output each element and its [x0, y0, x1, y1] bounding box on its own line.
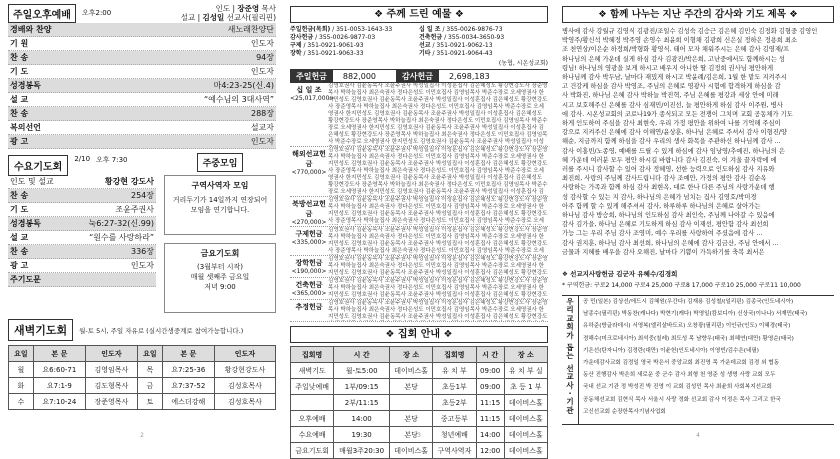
table-cell: 김성호목사	[214, 378, 275, 394]
offering-row	[290, 256, 548, 278]
offering-names: 김영호권사 김윤동목사 조윤주권사 박성일집사 이성훈집사 김은혜성도 황강현강도사 장준영목사 박하늘집사 최은숙권사 정다은성도 이민호집사 김영임목사 박준수장로 오세영권사 한지민성도 김영호권사 김윤동목사 조윤주권사 박성일집사 이성훈집사 김은혜성도 황강현강도사 장준영목사 박하늘집사 최은숙권사 정다은성도 이민호집사 김영임목사 박준수장로 오세	[328, 197, 548, 224]
offering-row	[290, 300, 548, 322]
offering-row	[290, 147, 548, 197]
prayer-line: 금물과 지혜를 배우을 감사 오해진, 날마다 기쁨이 가득하기를 축복 최서은	[562, 248, 765, 256]
order-value: 254장	[131, 191, 154, 200]
wed-order-row	[8, 273, 156, 287]
order-value: 336장	[131, 247, 154, 256]
table-cell: 수요예배	[291, 427, 334, 443]
table-cell: 본당	[389, 379, 432, 395]
table-cell: 데이비스홀	[504, 411, 547, 427]
table-cell: 14:00	[334, 411, 390, 427]
table-header: 집회명	[291, 347, 334, 363]
thanks-offering-amount: 2,698,183	[448, 71, 490, 81]
meeting-title: ❖ 집회 안내 ❖	[290, 326, 548, 343]
account-row	[419, 26, 548, 34]
table-cell: 요7:37-52	[162, 378, 214, 394]
account-name: 기타	[419, 50, 431, 57]
table-cell: 중고등부	[433, 411, 476, 427]
offering-title: ❖ 주께 드린 예물 ❖	[290, 6, 548, 23]
wed-order-row	[8, 203, 156, 217]
table-cell	[291, 395, 334, 411]
order-value: 인도자	[130, 261, 154, 270]
mission-offering-title: ❖ 선교지사랑헌금 김군자 유혜수/김경희	[562, 270, 678, 278]
table-row	[9, 378, 276, 394]
prayer-line: 에 감사. 시온성교회의 코로나19가 종식되고 모든 전쟁이 그치며 교회 공동체가 기도	[562, 110, 793, 118]
prayer-line: 하나님께 감사 박두남, 날마다 재밌게 하시고 박윤례/김은희, 1월 한 맡도 지켜주시	[562, 74, 787, 82]
table-cell: 수	[9, 394, 34, 410]
offering-name: 장학헌금	[295, 259, 323, 267]
account-number: / 351-0921-9062-13	[430, 42, 493, 49]
order-value: 마4:23-25(신.4)	[213, 81, 274, 90]
table-cell: 월-토5:00	[334, 363, 390, 379]
table-cell: 요6:60-71	[33, 362, 85, 378]
prayer-line: 아주 함께 할 수 있게 해주셔서 감사, 하루하루 하나님의 은혜로 살아가는	[562, 202, 761, 210]
sunday-service-leaders: 인도 | 장준영 목사 설교 | 김성일 선교사(필리핀)	[180, 4, 276, 22]
sunday-offering-label: 주일헌금	[290, 70, 333, 83]
offering-label	[290, 300, 328, 321]
order-item: 성경봉독	[10, 81, 41, 90]
sunday-order-row	[8, 93, 276, 107]
table-header: 시 간	[334, 347, 390, 363]
table-cell: 데이비스홀	[389, 363, 432, 379]
table-header: 장 소	[504, 347, 547, 363]
sunday-order-list	[8, 23, 276, 149]
missionary-side-label	[562, 296, 579, 424]
order-value: 인도자	[250, 137, 274, 146]
wed-order-row	[8, 189, 156, 203]
sunday-order-row	[8, 23, 276, 37]
wed-order-row	[8, 231, 156, 245]
bulletin-page-3	[290, 6, 548, 455]
account-name: 건축헌금	[419, 34, 443, 41]
wed-order-row	[8, 259, 156, 273]
wed-order-row	[8, 217, 156, 231]
table-cell: 청년예배	[433, 427, 476, 443]
order-item: 기 도	[10, 205, 29, 214]
table-header: 집회명	[433, 347, 476, 363]
order-item: 설 교	[10, 233, 29, 242]
account-row	[290, 50, 419, 58]
side-char: 교	[566, 313, 574, 323]
order-item: 기 원	[10, 39, 29, 48]
friday-line-1: (3월부터 시작)	[197, 263, 243, 271]
account-number: / 351-0921-9064-43	[430, 50, 493, 57]
youth-desc: 거리두기가 14일까지 연장되어 모임을 연기합니다.	[172, 196, 268, 214]
prayer-line: 박영주/황신석 박혜정 박주영 손영수 최윤희 이형채 김광희 신은실 정하은 정용희 최소	[562, 37, 798, 45]
sunday-order-row	[8, 51, 276, 65]
table-cell: 초등2부	[433, 395, 476, 411]
prayer-line: 최진희, 사랑의 주님께 감사드립니다 감사 조예안, 가정의 평안 감사 김순옥	[562, 175, 767, 183]
prayer-line: 감사 권지훈, 하나님 감사 최선희, 하나님의 은혜에 감사 김금산, 주님 안에서 ...	[562, 239, 779, 247]
prayer-text	[562, 27, 834, 265]
order-item: 복의선언	[10, 123, 41, 132]
account-list	[290, 26, 548, 58]
order-item: 찬 송	[10, 53, 29, 62]
order-value: 설교자	[250, 123, 274, 132]
wed-date: 2/10	[74, 155, 91, 163]
offering-total: <270,000>	[291, 219, 327, 226]
account-number: / 351-0921-9061-93	[301, 42, 364, 49]
missionary-line: 공동체선교회 김현식 목사 서울시 사랑 정화 선교회 감사 이정은 목사 그리고 한국	[583, 396, 781, 403]
account-number: / 351-0921-9063-33	[301, 50, 364, 57]
youth-name: 구역사역자 모임	[191, 181, 249, 190]
sunday-order-row	[8, 135, 276, 149]
side-char: 돕	[566, 343, 574, 353]
table-cell: 월	[9, 362, 34, 378]
wed-time: 오후 7:30	[96, 156, 128, 164]
offering-total: <335,000>	[291, 239, 327, 246]
table-cell: 2부/11:15	[334, 395, 390, 411]
account-row	[290, 42, 419, 50]
table-cell: 본당	[389, 427, 432, 443]
account-name: 십 일 조	[419, 26, 441, 33]
prayer-title: ❖ 함께 나누는 지난 주간의 감사와 기도 제목 ❖	[562, 6, 834, 23]
table-cell: 데이비스홀	[504, 443, 547, 459]
offering-row	[290, 83, 548, 147]
order-value: “예수님의 3대사역”	[203, 95, 274, 104]
table-cell: 목	[137, 362, 162, 378]
account-number: / 355-0026-9876-73	[440, 26, 503, 33]
prayer-line: 가능 그는 우리 주님 감사 조영미, 예수 우리를 사랑하여 주셨음에 감사 ...	[562, 230, 763, 238]
wed-order	[8, 175, 156, 313]
friday-line-2: 매월 셋째주 금요일	[190, 273, 250, 281]
table-cell: 09:00	[476, 363, 504, 379]
table-row	[9, 362, 276, 378]
side-char: 가	[566, 330, 574, 340]
prayer-line: 성 감사할 수 있는 지 감사, 하나님의 은혜가 넘치는 집사 김영호/박미경	[562, 193, 757, 201]
account-row	[419, 42, 548, 50]
account-row	[419, 50, 548, 58]
missionary-line: 남종수(필리핀) 박동찬(캐나다) 박현기(캐다) 박영일(캄보디아) 신상국(이나나) 서재민(태국)	[583, 311, 808, 318]
wed-title: 수요기도회	[8, 155, 68, 176]
offering-label	[290, 278, 328, 299]
table-cell: 초 등 1 부	[504, 379, 547, 395]
sunday-order-row	[8, 65, 276, 79]
offering-names: 김영호권사 김윤동목사 조윤주권사 박성일집사 이성훈집사 김은혜성도 황강현강도사 장준영목사 박하늘집사 최은숙권사 정다은성도 이민호집사 김영임목사 박준수장로 오세영권사 한지민성도 김영호권사 김윤동목사 조윤주권사 박성일집사 이성훈집사 김은혜성도 황강현강도	[328, 278, 548, 298]
table-row	[291, 379, 548, 395]
missionary-line: 가운데감사교회 김정일 영국 박은서 중앙교회 최진영 목 가운데교회 김경 외 협동	[583, 360, 780, 367]
sunday-offering-row	[290, 69, 548, 83]
missionary-line: 공 민(일본) 김상선/에드시 김혜원(우간다) 김재용 김성철/(일리핀) 김종국(인도네시아)	[583, 299, 794, 305]
order-item: 찬 송	[10, 247, 29, 256]
account-row	[419, 34, 548, 42]
order-item: 경배와 찬양	[10, 25, 52, 34]
offering-names: 김영호권사 김윤동목사 조윤주권사 박성일집사 이성훈집사 김은혜성도 황강현강도사 장준영목사 박하늘집사 최은숙권사 정다은성도 이민호집사 김영임목사 박준수장로 오세영권사 한지민성도 김영호권사 김윤동목사 조윤주권사 박성일집사 이성훈집사 김은혜성도 황강현강도	[328, 300, 548, 320]
table-cell	[389, 395, 432, 411]
offering-label	[290, 256, 328, 277]
offering-label	[290, 197, 328, 226]
thanks-offering-label: 감사헌금	[396, 70, 439, 83]
wed-leader-row: 인도 및 설교 황강현 강도사	[8, 175, 156, 189]
table-cell: 데이비스홀	[389, 443, 432, 459]
offering-row	[290, 227, 548, 256]
table-cell: 구역사역자	[433, 443, 476, 459]
table-cell: 황강현강도사	[214, 362, 275, 378]
bulletin-page-4	[562, 6, 834, 439]
side-char: 는	[566, 351, 574, 361]
table-cell: 데이비스홀	[504, 395, 547, 411]
prayer-line: 러를 주시니 감사할 수 있어 감사 정혜영, 선한 능력으로 인도하심 감사 지유와	[562, 166, 775, 174]
missionary-line: 고신선교회 순장한목사기념사업회	[583, 408, 666, 415]
prayer-line: 하나님의 은혜 가운데 실게 하심 감사 김광진/박은희, 고난중에서도 함께하시는 성	[562, 55, 785, 63]
dawn-header	[8, 319, 276, 341]
table-cell: 12:00	[476, 443, 504, 459]
prayer-line: 사 박화진, 하나님 은혜 감사 박하늘 박진혁, 주님 은혜를 평강과 세상 안에 미래	[562, 92, 779, 100]
side-char: 교	[566, 372, 574, 382]
table-header: 장 소	[389, 347, 432, 363]
friday-box	[164, 243, 276, 313]
table-header: 인도자	[85, 346, 137, 362]
missionary-line: 기은선(탄자니아) 김정란(대만) 이윤헌(인도네시아) 이영빈/김수은(네필)	[583, 347, 759, 354]
table-cell: 유 치 부	[433, 363, 476, 379]
prayer-line: 조 천연상/이은순 하정희/박형화 황영식. 태어 모자 채워주시는 은혜 감사 김영재/프	[562, 46, 790, 54]
order-item: 광 고	[10, 137, 29, 146]
page-number: 4	[696, 432, 700, 439]
table-row	[9, 394, 276, 410]
table-cell: 요7:1-9	[33, 378, 85, 394]
page-number: 2	[140, 432, 144, 439]
order-value: 94장	[256, 53, 274, 62]
offering-list	[290, 83, 548, 322]
table-cell: 요7:25-36	[162, 362, 214, 378]
side-char: 리	[566, 305, 574, 315]
prayer-line: 고 건강케 하심을 감사 박영조, 주님의 은혜로 영광사 시험에 합격하게 하심을 감	[562, 83, 781, 91]
prayer-line: 혜 가운데 여러분 모두 평안 하시길 바랍니다 감사 김진숙, 이 겨울 끝자락에 에	[562, 156, 777, 164]
table-cell: 김성호목사	[214, 394, 275, 410]
prayer-line: 하나님 감사 방승희, 하나님의 인도하심 감사 최인숙, 주님께 나아갈 수 있음에	[562, 212, 775, 220]
table-header: 본 문	[162, 346, 214, 362]
account-number: / 355-0034-3650-93	[442, 34, 505, 41]
table-header: 요일	[9, 346, 34, 362]
side-char: 기	[566, 397, 574, 407]
order-value: 288장	[251, 109, 274, 118]
table-cell: 매월3주20:30	[334, 443, 390, 459]
table-cell: 11:15	[476, 395, 504, 411]
table-cell: 장준영목사	[85, 394, 137, 410]
order-value: 조윤주권사	[115, 205, 154, 214]
bulletin-page-2	[8, 6, 276, 439]
table-cell: 요7:10-24	[33, 394, 85, 410]
side-char: 사	[566, 380, 574, 390]
sunday-order-row	[8, 121, 276, 135]
account-name: 감사헌금	[290, 34, 314, 41]
offering-name: 구제헌금	[295, 230, 323, 238]
sunday-order-row	[8, 107, 276, 121]
sunday-order-row	[8, 37, 276, 51]
table-cell: 오후예배	[291, 411, 334, 427]
missionary-box	[562, 295, 834, 425]
sunday-offering-amount: 882,000	[342, 71, 377, 81]
table-cell: 본당	[389, 411, 432, 427]
account-number: / 351-0053-1643-33	[330, 26, 393, 33]
offering-label	[290, 147, 328, 196]
table-cell: 김영임목사	[85, 362, 137, 378]
table-cell: 09:00	[476, 379, 504, 395]
table-cell: 김도형목사	[85, 378, 137, 394]
table-cell: 금	[137, 378, 162, 394]
missionary-line: 국내 선교 기관 정 박성진 박 진영 이 교회 김성민 목사 최윤희 사회복지선교회	[583, 384, 772, 391]
offering-label	[290, 227, 328, 255]
account-name: 주일헌금(목회)	[290, 26, 331, 33]
prayer-line: 감사 김가을, 하나님 은혜로 기도하게 하심 감사 이재선, 평안함 감사 최선희	[562, 221, 769, 229]
sunday-service-time: 오후2:00	[81, 9, 112, 17]
sunday-service-title: 주일오후예배	[8, 4, 76, 23]
sunday-order-row	[8, 79, 276, 93]
offering-names: 김영호권사 김윤동목사 조윤주권사 박성일집사 이성훈집사 김은혜성도 황강현강도사 장준영목사 박하늘집사 최은숙권사 정다은성도 이민호집사 김영임목사 박준수장로 오세영권사 한지민성도 김영호권사 김윤동목사 조윤주권사 박성일집사 이성훈집사 김은혜성도 황강현강도사 장준영목사 박하늘집사 최은숙권사 정다은성도 이민호집사 김영임목사 박준수장로 오세	[328, 227, 548, 254]
offering-name: 십 일 조	[296, 86, 322, 94]
table-cell: 새벽기도	[291, 363, 334, 379]
youth-title: 주중모임	[197, 153, 244, 172]
prayer-line: 감사 이홍빈/노종영, 예배를 드릴 수 있게 하심에 감사 임낭영/추예진, 하나님의 은	[562, 147, 785, 155]
side-char: 관	[566, 405, 574, 415]
table-cell: 11:15	[476, 411, 504, 427]
table-header: 시 간	[476, 347, 504, 363]
table-header: 인도자	[214, 346, 275, 362]
account-name: 장학	[290, 50, 302, 57]
offering-row	[290, 197, 548, 227]
order-item: 성경봉독	[10, 219, 41, 228]
order-value: “원수를 사랑하라”	[89, 233, 154, 242]
side-char: 회	[566, 322, 574, 332]
meeting-table	[290, 346, 548, 459]
account-name: 구제	[290, 42, 302, 49]
table-cell: 토	[137, 394, 162, 410]
sunday-service-header	[8, 6, 276, 20]
order-item: 주기도문	[10, 275, 41, 284]
dawn-title: 새벽기도회	[8, 319, 73, 341]
table-cell: 유 치 부 실	[504, 363, 547, 379]
offering-row	[290, 278, 548, 300]
account-name: 선교	[419, 42, 431, 49]
table-cell: 금요기도회	[291, 443, 334, 459]
account-row	[290, 34, 419, 42]
order-value: 인도자	[250, 67, 274, 76]
table-cell: 14:00	[476, 427, 504, 443]
youth-box	[164, 175, 276, 235]
side-char: 선	[566, 363, 574, 373]
offering-names: 김영호권사 김윤동목사 조윤주권사 박성일집사 이성훈집사 김은혜성도 황강현강도사 장준영목사 박하늘집사 최은숙권사 정다은성도 이민호집사 김영임목사 박준수장로 오세영권사 한지민성도 김영호권사 김윤동목사 조윤주권사 박성일집사 이성훈집사 김은혜성도 황강현강도사 장준영목사 박하늘집사 최은숙권사 정다은성도 이민호집사 김영임목사 박준수장로 오세영권사 한지민성도 김영호권사 김윤동목사 조윤주권사 박성일집사 이성훈집사 김은혜성도 황강현강도사 장준영목사 박하늘집사 최은숙권사 정다은성도 이민호집사 김영임목사 박준수장로 오세영권사 한지민성도 김영호권사 김윤동목사 조윤주권사 박성일집사 이성훈집사 김	[328, 147, 548, 195]
offering-total: <25,017,000>	[290, 95, 335, 102]
prayer-line: 하게 인도하여 주심을 감사 최현숙, 우리 가정 평안을 위하여 나를 기억해 주심이	[562, 120, 781, 128]
table-cell: 19:30	[334, 427, 390, 443]
order-value: 눅6:27-32(신.99)	[88, 219, 154, 228]
order-item: 광 고	[10, 261, 29, 270]
offering-total: <770,000>	[291, 169, 327, 176]
friday-line-3: 저녁 9:00	[204, 283, 236, 291]
table-cell: 에스더강해	[162, 394, 214, 410]
order-item: 찬 송	[10, 191, 29, 200]
order-item: 기 도	[10, 67, 29, 76]
offering-names: 김영호권사 김윤동목사 조윤주권사 박성일집사 이성훈집사 김은혜성도 황강현강도사 장준영목사 박하늘집사 최은숙권사 정다은성도 이민호집사 김영임목사 박준수장로 오세영권사 한지민성도 김영호권사 김윤동목사 조윤주권사 박성일집사 이성훈집사 김은혜성도 황강현강도사 장준영목사 박하늘집사 최은숙권사 정다은성도 이민호집사 김영임목사 박준수장로 오세영권사 한지민성도 김영호권사 김윤동목사 조윤주권사 박성일집사 이성훈집사 김은혜성도 황강현강도사 장준영목사 박하늘집사 최은숙권사 정다은성도 이민호집사 김영임목사 박준수장로 오세영권사 한지민성도 김영호권사 김윤동목사 조윤주권사 박성일집사 이성훈집사 김은혜성도 황강현강도사 장준영목사 박하늘집사 최은숙권사 정다은성도 이민호집사 김영임목사 박준수장로 오세영권사 한지민성도 김영호권사 김윤동목사 조윤주권사 박성일집사 이성	[328, 83, 548, 145]
page-number: 3	[417, 432, 421, 439]
missionary-list	[579, 296, 834, 424]
table-cell: 초등1부	[433, 379, 476, 395]
wed-order-row	[8, 245, 156, 259]
offering-total: <190,000>	[291, 268, 327, 275]
table-cell: 주일낮예배	[291, 379, 334, 395]
offering-name: 해외선교헌금	[292, 150, 326, 168]
offering-names: 김영호권사 김윤동목사 조윤주권사 박성일집사 이성훈집사 김은혜성도 황강현강도사 장준영목사 박하늘집사 최은숙권사 정다은성도 이민호집사 김영임목사 박준수장로 오세영권사 한지민성도 김영호권사 김윤동목사 조윤주권사 박성일집사 이성훈집사 김은혜성도 황강현강도	[328, 256, 548, 276]
bank-name: (농협, 시온성교회)	[498, 60, 548, 67]
table-row	[291, 395, 548, 411]
offering-name: 추정헌금	[295, 303, 323, 311]
account-row	[290, 26, 419, 34]
table-row	[291, 363, 548, 379]
table-row	[291, 411, 548, 427]
account-number: / 355-0026-9877-03	[313, 34, 376, 41]
prayer-line: 병사에 감사 강월규 김영식 김광진/조일수 김성숙 김승근 김은혜 김민숙 김정화 김형중 김영인	[562, 28, 818, 35]
side-char: ·	[568, 389, 572, 399]
dawn-table	[8, 345, 276, 410]
order-item: 설 교	[10, 95, 29, 104]
table-cell: 데이비스홀	[504, 427, 547, 443]
offering-name: 건축헌금	[295, 281, 323, 289]
friday-title: 금요기도회	[200, 249, 240, 258]
prayer-line: 령님! 하나님의 영광을 보게 하시고 배우지 아니한 딸 김정희 권사님 평안하게	[562, 64, 774, 72]
prayer-line: 강으로 지켜주신 은혜에 감사 이해연/윤상훈, 하나님 은혜로 주셔서 감사 이형진/양	[562, 129, 787, 137]
prayer-line: 해순, 지금까지 함께 하심을 감사 우리의 생사 화목을 주관하신 하나님께 감사 ...	[562, 138, 781, 146]
order-item: 찬 송	[10, 109, 29, 118]
table-header: 요일	[137, 346, 162, 362]
order-value: 인도자	[250, 39, 274, 48]
missionary-line: 동산 진행감사 박은희 새로운 중 군수 감사 최형 천 영준 성 생명 사랑 교회 모두	[583, 372, 776, 379]
prayer-line: 사랑하는 가족과 함께 하심 감사 최현옥, 대로 한나 다른 주님의 사랑가운데 행	[562, 184, 775, 192]
side-char: 우	[566, 297, 574, 306]
missionary-line: 유하준(방글라데시) 서영복(엘리살바도르) 오창광(필리핀) 이인규(인도) 이혜경(태국)	[583, 323, 791, 330]
table-cell: 화	[9, 378, 34, 394]
prayer-line: 시고 보호해주신 은혜를 감사 심재민/이진선, 늘 평안하게 하심 감사 이주원, 병사	[562, 101, 783, 109]
dawn-note: 월-토 5시, 주일 자유로 (실시간생중계로 참여가능합니다.)	[79, 326, 244, 335]
offering-label	[290, 83, 335, 146]
offering-total: <365,000>	[291, 290, 327, 297]
district-offering: * 구역헌금: 구로2 14,000 구로4 25,000 구로8 17,000 구로10 25,000 구로11 10,000	[562, 282, 801, 289]
table-header: 본 문	[33, 346, 85, 362]
table-cell: 1부/09:15	[334, 379, 390, 395]
offering-name: 북방선교헌금	[292, 200, 326, 218]
missionary-line: 정해수(미크로네시아) 최석중(칠레) 최도성 목 남향우(태국) 최혜연(대만) 황영순(태국)	[583, 335, 794, 342]
order-value: 새노래찬양단	[227, 25, 274, 34]
